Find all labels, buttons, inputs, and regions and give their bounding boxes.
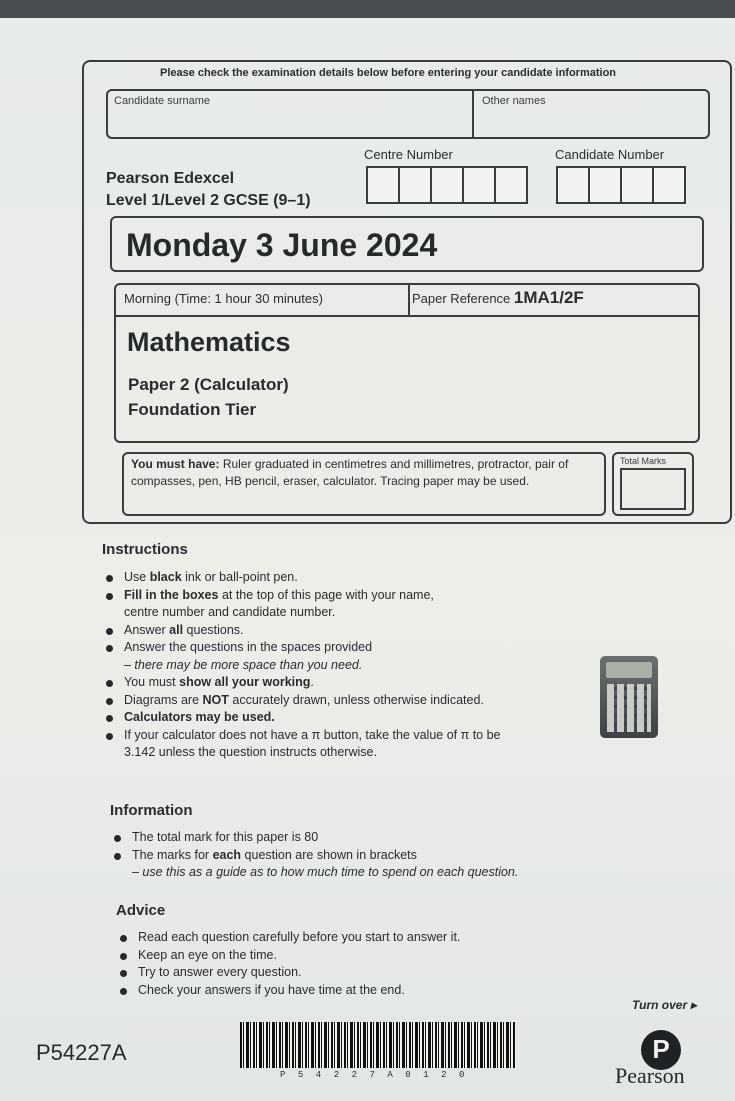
calculator-screen	[606, 662, 652, 678]
top-band	[0, 0, 735, 18]
centre-number-box[interactable]	[366, 166, 400, 204]
list-item: Diagrams are NOT accurately drawn, unless otherwise indicated.	[104, 692, 584, 710]
list-item: Calculators may be used.	[104, 709, 584, 727]
centre-number-boxes[interactable]	[366, 166, 526, 208]
list-item: You must show all your working.	[104, 674, 584, 692]
list-item: Use black ink or ball-point pen.	[104, 569, 584, 587]
list-item: Fill in the boxes at the top of this page with your name,	[104, 587, 584, 605]
candidate-number-box[interactable]	[556, 166, 590, 204]
list-item: – there may be more space than you need.	[124, 657, 363, 672]
details-vdivider	[408, 285, 410, 315]
candidate-number-label: Candidate Number	[555, 147, 665, 162]
list-item: Check your answers if you have time at the end.	[118, 982, 598, 1000]
advice-list	[118, 929, 598, 999]
centre-number-box[interactable]	[398, 166, 432, 204]
exam-subject: Mathematics	[127, 327, 291, 357]
calculator-icon	[600, 656, 658, 738]
publisher-name: Pearson	[615, 1063, 685, 1088]
paper-reference-code: 1MA1/2F	[513, 288, 584, 307]
candidate-number-box[interactable]	[620, 166, 654, 204]
candidate-number-boxes[interactable]	[556, 166, 684, 208]
total-marks-label: Total Marks	[620, 456, 667, 466]
list-item: The total mark for this paper is 80	[112, 829, 592, 847]
list-item: The marks for each question are shown in brackets	[112, 847, 592, 865]
instructions-list	[104, 569, 584, 762]
paper-code: P54227A	[36, 1040, 127, 1065]
paper-name: Paper 2 (Calculator)	[128, 375, 289, 394]
board-line-1: Pearson Edexcel	[106, 170, 235, 187]
other-names-label: Other names	[482, 95, 546, 107]
must-have-label: You must have:	[131, 457, 220, 471]
name-divider	[472, 91, 474, 137]
list-item: Read each question carefully before you start to answer it.	[118, 929, 598, 947]
centre-number-label: Centre Number	[364, 147, 453, 162]
information-list	[112, 829, 592, 882]
list-item: Answer the questions in the spaces provided	[104, 639, 584, 657]
list-item: 3.142 unless the question instructs otherwise.	[124, 745, 377, 759]
list-item: centre number and candidate number.	[124, 605, 336, 619]
surname-label: Candidate surname	[114, 95, 211, 107]
details-divider	[116, 315, 698, 317]
list-item: – use this as a guide as to how much time to spend on each question.	[132, 865, 519, 879]
advice-heading: Advice	[116, 902, 166, 919]
information-heading: Information	[110, 802, 193, 819]
exam-date: Monday 3 June 2024	[126, 227, 438, 263]
instructions-heading: Instructions	[102, 541, 188, 558]
candidate-number-box[interactable]	[588, 166, 622, 204]
must-have-items: Ruler graduated in centimetres and millimetres, protractor, pair of compasses, pen, HB pencil, eraser, calculator. Tracing paper may be used.	[131, 457, 569, 488]
list-item: Answer all questions.	[104, 622, 584, 640]
must-have-text	[131, 456, 601, 490]
exam-board	[106, 168, 311, 212]
centre-number-box[interactable]	[462, 166, 496, 204]
turn-over: Turn over ▸	[632, 998, 697, 1012]
board-line-2: Level 1/Level 2 GCSE (9–1)	[106, 192, 311, 209]
paper-reference-label: Paper Reference	[412, 291, 511, 306]
header-note: Please check the examination details below before entering your candidate information	[160, 67, 617, 79]
paper-reference	[412, 288, 584, 308]
list-item: Try to answer every question.	[118, 964, 598, 982]
calculator-keys	[607, 684, 651, 732]
paper-tier: Foundation Tier	[128, 400, 257, 419]
centre-number-box[interactable]	[430, 166, 464, 204]
list-item: Keep an eye on the time.	[118, 947, 598, 965]
barcode-icon	[240, 1022, 516, 1068]
centre-number-box[interactable]	[494, 166, 528, 204]
exam-session: Morning (Time: 1 hour 30 minutes)	[124, 291, 323, 306]
total-marks-field[interactable]	[620, 468, 686, 510]
logo-letter: P	[652, 1034, 670, 1064]
list-item: If your calculator does not have a π button, take the value of π to be	[104, 727, 584, 745]
candidate-number-box[interactable]	[652, 166, 686, 204]
barcode-number: P54227A0120	[280, 1070, 477, 1080]
paper-title	[128, 372, 289, 422]
